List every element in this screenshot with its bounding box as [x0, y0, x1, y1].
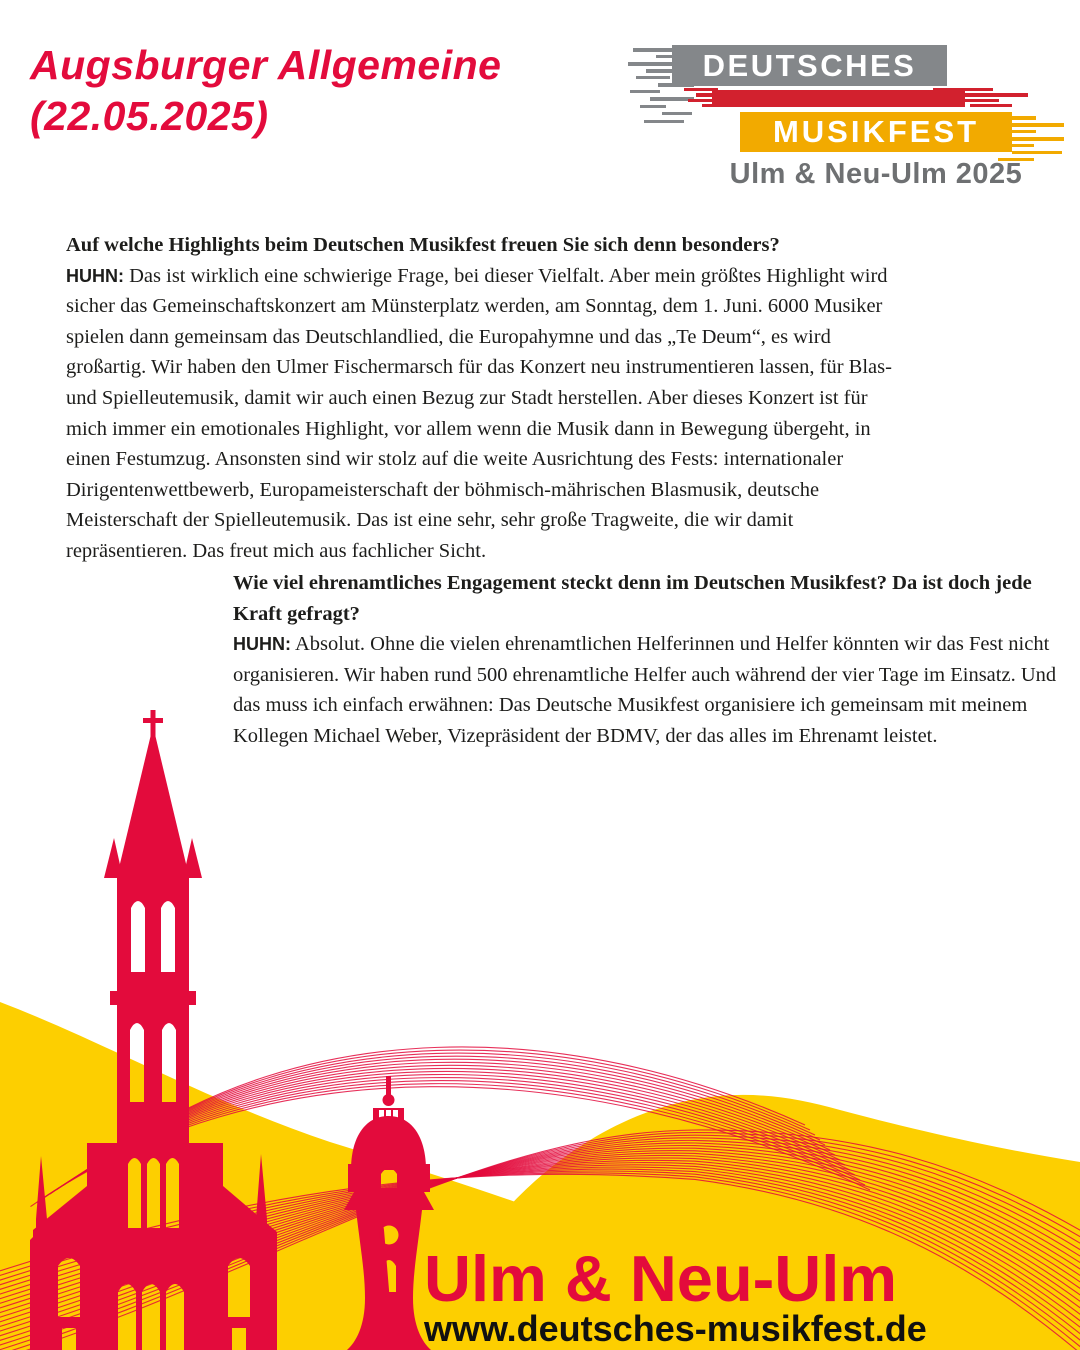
speaker-label: HUHN: [66, 265, 124, 286]
question-text: Wie viel ehrenamtliches Engagement steckt denn im Deutschen Musikfest? Da ist doch jede Kraft gefragt? [233, 572, 1032, 625]
answer-body: Absolut. Ohne die vielen ehrenamtlichen Helferinnen und Helfer könnten wir das Fest nicht organisieren. Wir haben rund 500 ehrenamtliche Helfer auch während der vier Tage im Einsatz. Und das muss ich einfach erwähnen: Das Deutsche Musikfest organisiere ich gemeinsam mit meinem Kollegen Michael Weber, Vizepräsident der BDMV, der das alles im Ehrenamt leistet. [233, 633, 1057, 747]
spire-cross-icon [143, 718, 163, 723]
source-name: Augsburger Allgemeine [30, 42, 502, 88]
logo-subtitle: Ulm & Neu-Ulm 2025 [729, 158, 1023, 190]
footer-cities-text: Ulm & Neu-Ulm [424, 1242, 898, 1315]
question-text: Auf welche Highlights beim Deutschen Musikfest freuen Sie sich denn besonders? [66, 234, 780, 256]
logo-word-musikfest: MUSIKFEST [740, 112, 1012, 152]
logo-word-deutsches: DEUTSCHES [672, 45, 947, 86]
musikfest-logo [628, 38, 1068, 190]
qa-block-1 [66, 230, 904, 567]
source-date: (22.05.2025) [30, 93, 269, 139]
answer-body: Das ist wirklich eine schwierige Frage, bei dieser Vielfalt. Aber mein größtes Highlight wird sicher das Gemeinschaftskonzert am Münsterplatz werden, am Sonntag, dem 1. Juni. 6000 Musiker spielen dann gemeinsam das Deutschlandlied, die Europahymne und das „Te Deum“, es wird großartig. Wir haben den Ulmer Fischermarsch für das Konzert neu instrumentieren lassen, für Blas- und Spielleutemusik, damit wir auch einen Bezug zur Stadt herstellen. Aber dieses Konzert ist für mich immer ein emotionales Highlight, vor allem wenn die Musik dann in Bewegung übergeht, in einen Festumzug. Ansonsten sind wir stolz auf die weite Ausrichtung des Fests: internationaler Dirigentenwettbewerb, Europameisterschaft der böhmisch-mährischen Blasmusik, deutsche Meisterschaft der Spielleutemusik. Das ist eine sehr, sehr große Tragweite, die wir damit repräsentieren. Das freut mich aus fachlicher Sicht. [66, 264, 892, 562]
speaker-label: HUHN: [233, 634, 291, 655]
logo-red-stripe [712, 90, 965, 107]
answer-text [66, 261, 904, 567]
footer-website-text: www.deutsches-musikfest.de [424, 1308, 927, 1349]
source-header [30, 40, 501, 142]
